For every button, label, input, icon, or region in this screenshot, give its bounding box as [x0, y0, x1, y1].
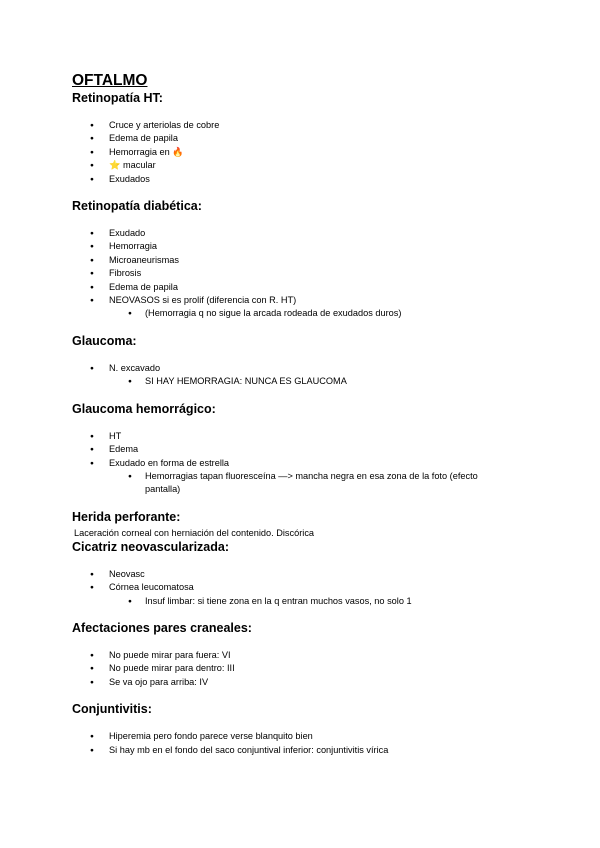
list-glaucoma	[72, 362, 532, 389]
heading-afectaciones-pares: Afectaciones pares craneales:	[72, 620, 252, 635]
list-item: ● Fibrosis	[72, 267, 532, 280]
heading-retinopatia-ht: Retinopatía HT:	[72, 91, 163, 105]
list-item: ● Edema de papila	[72, 281, 532, 294]
list-item: ● Edema	[72, 443, 532, 456]
heading-conjuntivitis: Conjuntivitis:	[72, 702, 152, 717]
list-item: ● Edema de papila	[72, 132, 532, 145]
list-item: ● Hemorragia en 🔥	[72, 146, 532, 159]
list-cicatriz-neovascularizada	[72, 568, 532, 608]
paragraph-herida-perforante: Laceración corneal con herniación del contenido. Discórica	[74, 527, 315, 538]
list-item: ● Córnea leucomatosa	[72, 581, 532, 594]
list-conjuntivitis	[72, 730, 532, 757]
list-sub-item: ● Insuf limbar: si tiene zona en la q entran muchos vasos, no solo 1	[72, 595, 532, 608]
list-item: ● No puede mirar para dentro: III	[72, 662, 532, 675]
list-retinopatia-ht	[72, 119, 532, 186]
list-sub-item: ● (Hemorragia q no sigue la arcada rodeada de exudados duros)	[72, 307, 532, 320]
heading-herida-perforante: Herida perforante:	[72, 509, 181, 524]
document-page	[72, 72, 532, 757]
list-sub-item: ● Hemorragias tapan fluoresceína —> mancha negra en esa zona de la foto (efecto pantalla)	[72, 470, 505, 497]
list-item: ● ⭐ macular	[72, 159, 532, 172]
list-item: ● Exudados	[72, 173, 532, 186]
list-item: ● Si hay mb en el fondo del saco conjuntival inferior: conjuntivitis vírica	[72, 744, 532, 757]
list-item: ● Exudado en forma de estrella	[72, 457, 532, 470]
list-afectaciones-pares	[72, 649, 532, 689]
list-item: ● Hiperemia pero fondo parece verse blanquito bien	[72, 730, 532, 743]
heading-glaucoma: Glaucoma:	[72, 333, 137, 348]
heading-retinopatia-diabetica: Retinopatía diabética:	[72, 199, 202, 214]
heading-glaucoma-hemorragico: Glaucoma hemorrágico:	[72, 401, 216, 416]
list-item: ● Hemorragia	[72, 240, 532, 253]
list-item: ● N. excavado	[72, 362, 532, 375]
document-title: OFTALMO	[72, 72, 148, 89]
list-item: ● Exudado	[72, 227, 532, 240]
list-glaucoma-hemorragico	[72, 430, 532, 497]
list-sub-item: ● SI HAY HEMORRAGIA: NUNCA ES GLAUCOMA	[72, 375, 532, 388]
list-item: ● Cruce y arteriolas de cobre	[72, 119, 532, 132]
list-item: ● Neovasc	[72, 568, 532, 581]
list-item: ● NEOVASOS si es prolif (diferencia con R. HT)	[72, 294, 532, 307]
heading-cicatriz-neovascularizada: Cicatriz neovascularizada:	[72, 539, 230, 554]
list-retinopatia-diabetica	[72, 227, 532, 321]
list-item: ● No puede mirar para fuera: VI	[72, 649, 532, 662]
list-item: ● HT	[72, 430, 532, 443]
list-item: ● Microaneurismas	[72, 254, 532, 267]
list-item: ● Se va ojo para arriba: IV	[72, 676, 532, 689]
